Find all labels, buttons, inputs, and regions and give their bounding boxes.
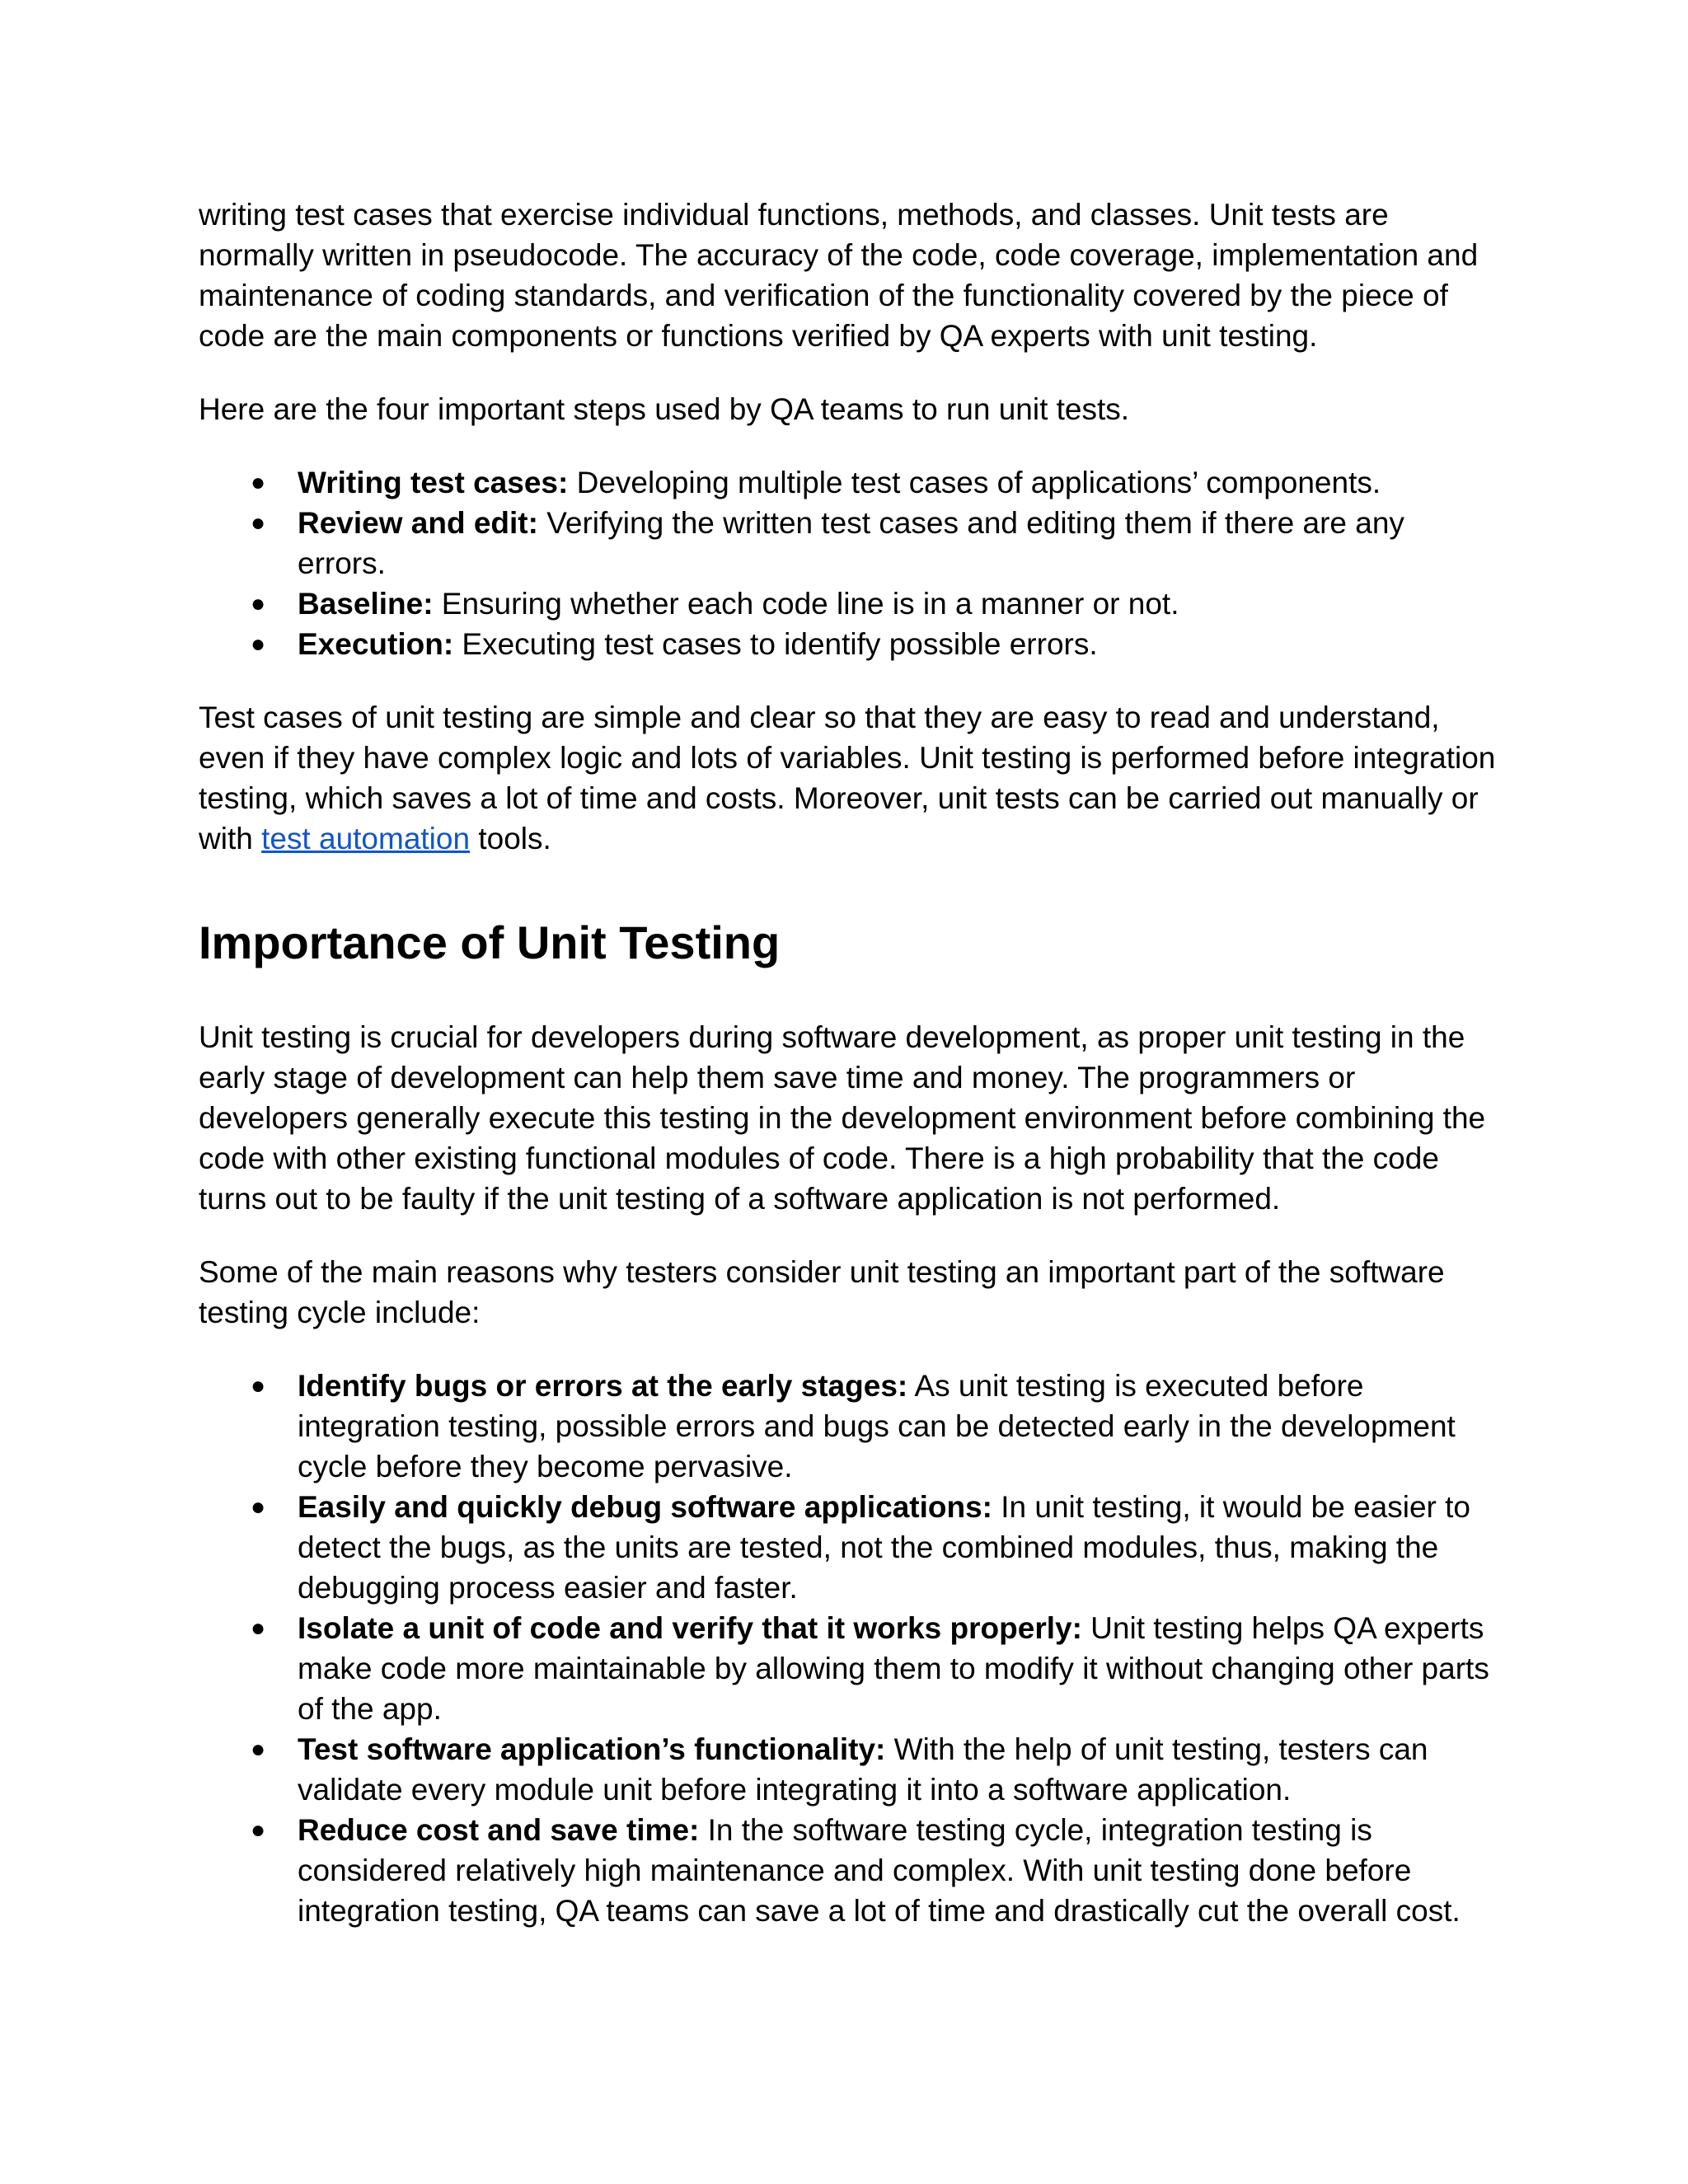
intro-paragraph: writing test cases that exercise individual functions, methods, and classes. Unit tests are normally written in pseudocode. The accuracy of the code, code coverage, implementation and maintenance of coding standards, and verification of the functionality covered by the piece of code are the main components or functions verified by QA experts with unit testing. [199,198,1479,353]
document-page [199,194,1501,1964]
list-item-term: Reduce cost and save time: [298,1813,700,1847]
list-item-text: With the help of unit testing, testers can validate every module unit before integrating it into a software application. [298,1732,1428,1807]
section-heading: Importance of Unit Testing [199,916,781,968]
bullet-icon: ● [251,1493,266,1521]
list-item [199,1608,1501,1729]
list-item-term: Easily and quickly debug software applications: [298,1490,992,1524]
list-item [199,462,1501,503]
list-item-text: In unit testing, it would be easier to detect the bugs, as the units are tested, not the combined modules, thus, making the debugging process easier and faster. [298,1490,1470,1605]
list-item-text: Developing multiple test cases of applications’ components. [568,466,1381,499]
bullet-icon: ● [251,1816,266,1844]
bullet-icon: ● [251,590,266,617]
list-item-term: Writing test cases: [298,466,569,499]
list-item-text: Unit testing helps QA experts make code more maintainable by allowing them to modify it without changing other parts of the app. [298,1611,1489,1726]
list-item-text: In the software testing cycle, integration testing is considered relatively high maintenance and complex. With unit testing done before integration testing, QA teams can save a lot of time and drastically cut the overall cost. [298,1813,1461,1928]
after-steps-tail: tools. [470,822,551,855]
list-item [199,624,1501,664]
importance-paragraph: Unit testing is crucial for developers during software development, as proper unit testing in the early stage of development can help them save time and money. The programmers or developers generally execute this testing in the development environment before combining the code with other existing functional modules of code. There is a high probability that the code turns out to be faulty if the unit testing of a software application is not performed. [199,1020,1486,1216]
list-item-term: Execution: [298,627,454,661]
list-item [199,1487,1501,1608]
bullet-icon: ● [251,630,266,658]
list-item [199,503,1501,583]
list-item-term: Review and edit: [298,506,538,540]
list-item [199,1729,1501,1810]
bullet-icon: ● [251,1615,266,1642]
list-item [199,1810,1501,1931]
steps-lead-paragraph: Here are the four important steps used by QA teams to run unit tests. [199,392,1130,426]
bullet-icon: ● [251,1372,266,1399]
list-item-term: Isolate a unit of code and verify that it works properly: [298,1611,1082,1645]
test-automation-link[interactable]: test automation [261,822,471,855]
list-item-term: Identify bugs or errors at the early stages: [298,1369,908,1403]
reasons-list [199,1366,1501,1931]
list-item-text: As unit testing is executed before integration testing, possible errors and bugs can be detected early in the development cycle before they become pervasive. [298,1369,1456,1483]
steps-list [199,462,1501,664]
bullet-icon: ● [251,509,266,537]
reasons-lead-paragraph: Some of the main reasons why testers consider unit testing an important part of the software testing cycle include: [199,1255,1445,1329]
bullet-icon: ● [251,1736,266,1763]
after-steps-paragraph [199,697,1501,859]
list-item-text: Ensuring whether each code line is in a manner or not. [433,587,1179,621]
after-steps-text: Test cases of unit testing are simple and clear so that they are easy to read and understand, even if they have complex logic and lots of variables. Unit testing is performed before integration testing, which saves a lot of time and costs. Moreover, unit tests can be carried out manually or with [199,701,1496,855]
list-item-text: Verifying the written test cases and editing them if there are any errors. [298,506,1404,580]
bullet-icon: ● [251,469,266,496]
list-item-term: Test software application’s functionality: [298,1732,886,1766]
list-item [199,1366,1501,1487]
list-item [199,583,1501,624]
list-item-text: Executing test cases to identify possible errors. [453,627,1098,661]
list-item-term: Baseline: [298,587,434,621]
